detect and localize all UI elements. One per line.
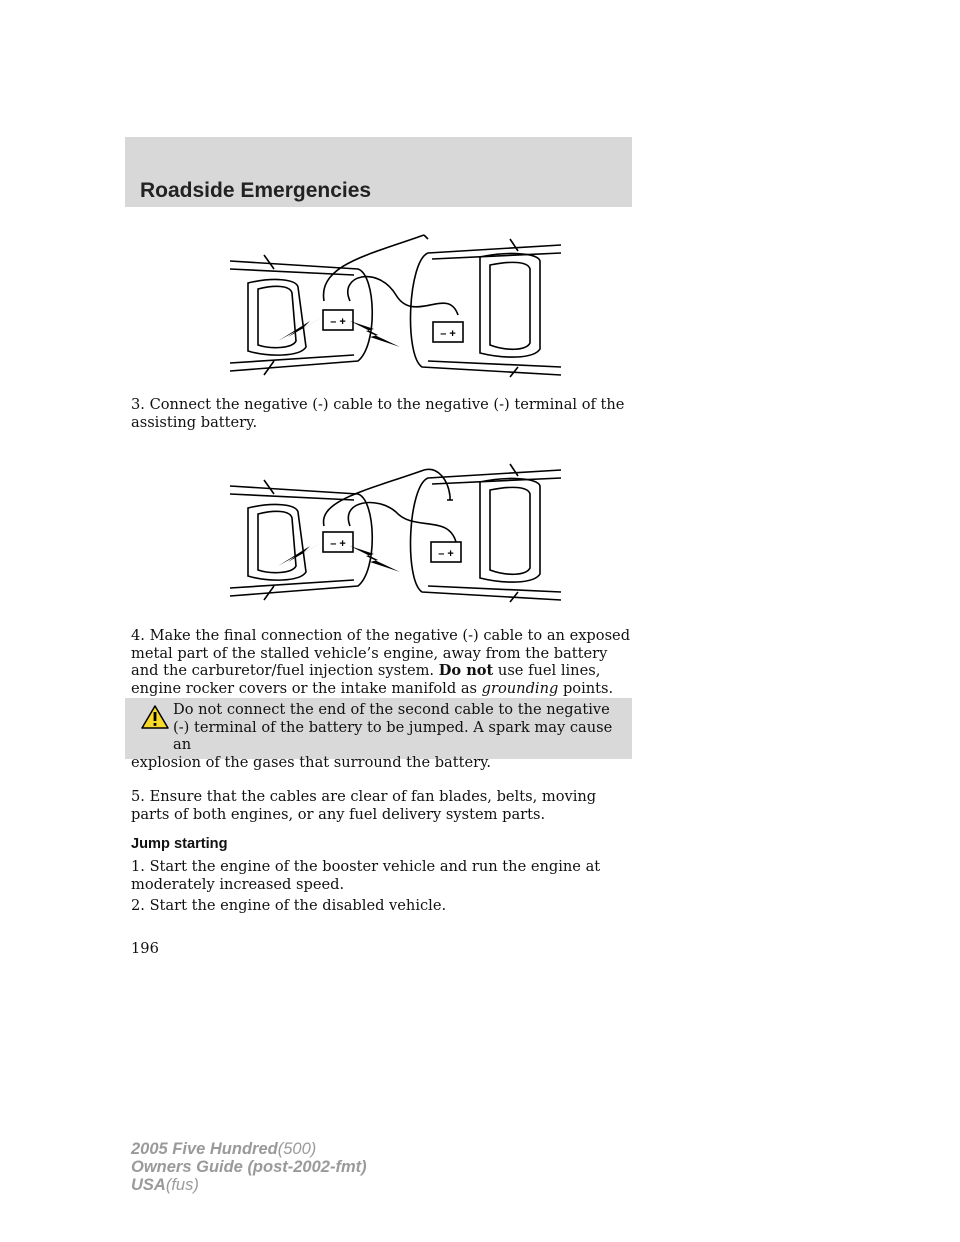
warning-triangle-icon <box>140 704 170 730</box>
warning-box <box>125 698 632 771</box>
footer-model: 2005 Five Hundred <box>131 1140 278 1158</box>
jump-starting-heading: Jump starting <box>131 836 228 852</box>
step-5: 5. Ensure that the cables are clear of fan blades, belts, moving parts of both engines, or any fuel delivery system parts. <box>131 788 597 823</box>
footer-model-code: (500) <box>277 1140 317 1158</box>
warning-line-2: explosion of the gases that surround the battery. <box>131 753 492 771</box>
battery-right <box>433 322 463 342</box>
battery-right <box>431 542 461 562</box>
section-header <box>125 137 632 207</box>
step-4-text-end: points. <box>562 679 614 697</box>
svg-text:– +: – + <box>330 316 346 328</box>
jump-step-1: 1. Start the engine of the booster vehicle and run the engine at moderately increased speed. <box>131 858 601 893</box>
jump-start-diagram-step3 <box>228 225 563 385</box>
step-4-term: grounding <box>481 679 559 697</box>
jump-start-diagram-step4 <box>228 450 563 610</box>
battery-left <box>323 532 353 552</box>
document-footer <box>131 1140 367 1194</box>
battery-left <box>323 310 353 330</box>
svg-text:– +: – + <box>330 538 346 550</box>
page-number: 196 <box>131 940 159 957</box>
jump-step-2: 2. Start the engine of the disabled vehicle. <box>131 897 447 914</box>
warning-text <box>131 701 623 771</box>
step-3: 3. Connect the negative (-) cable to the negative (-) terminal of the assisting battery. <box>131 396 625 431</box>
footer-guide: Owners Guide (post-2002-fmt) <box>131 1158 367 1176</box>
step-4-text: 4. Make the final connection of the negative (-) cable to an exposed metal part of the stalled vehicle’s engine, away from the battery and the carburetor/fuel injection system. <box>131 627 631 679</box>
svg-text:– +: – + <box>440 328 456 340</box>
step-4 <box>131 627 631 697</box>
warning-line-1: Do not connect the end of the second cable to the negative (-) terminal of the battery to be jumped. A spark may cause an <box>173 701 613 753</box>
footer-region: USA <box>131 1176 166 1194</box>
step-4-emphasis: Do not <box>438 662 494 679</box>
section-title: Roadside Emergencies <box>140 179 372 202</box>
footer-region-code: (fus) <box>165 1176 199 1194</box>
svg-text:– +: – + <box>438 548 454 560</box>
step-4-text-cont: use fuel lines, engine rocker covers or the intake manifold as <box>131 662 601 697</box>
